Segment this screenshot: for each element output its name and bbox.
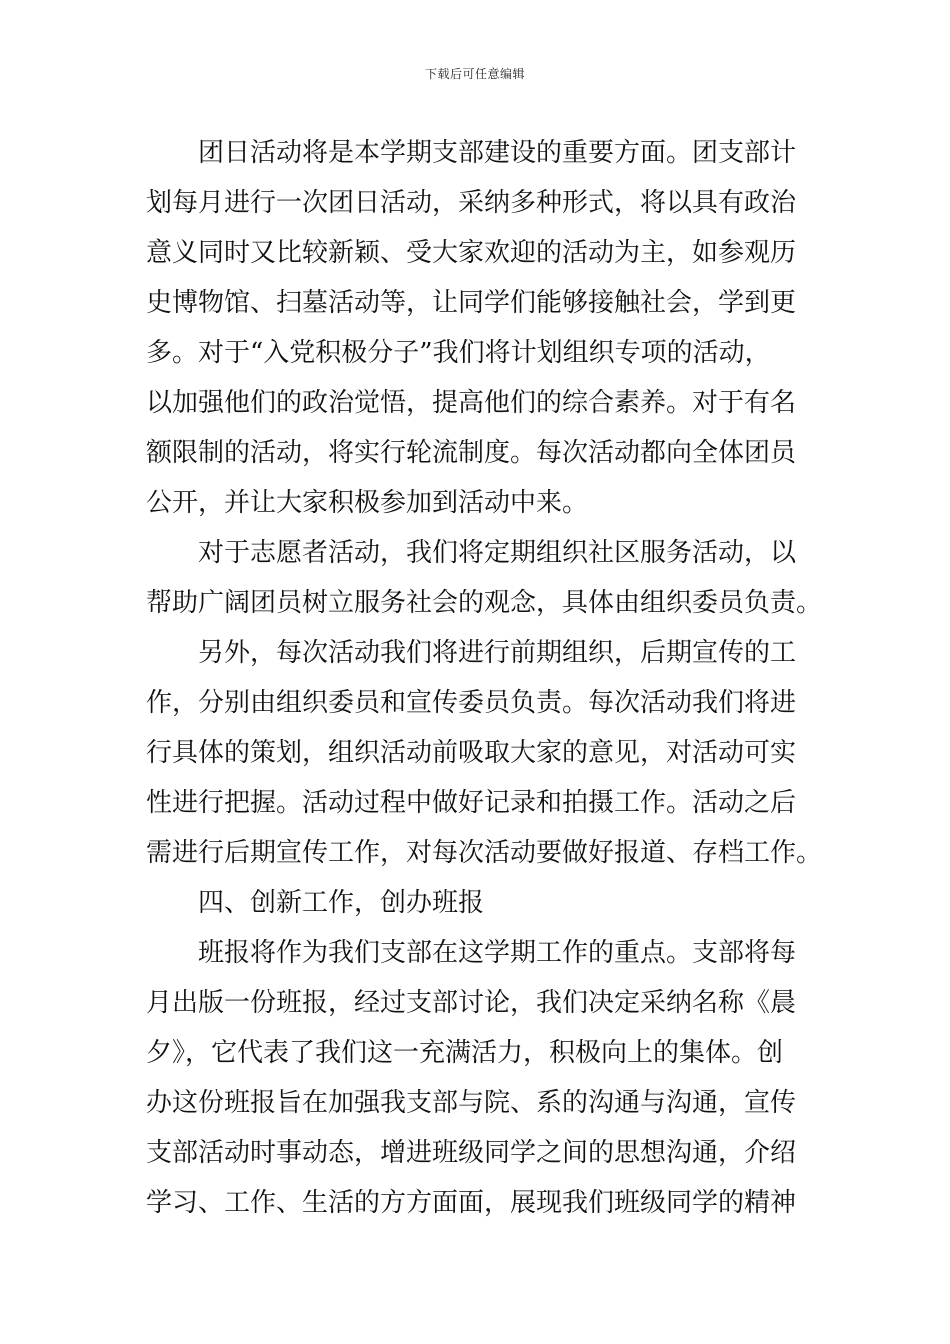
- text-line: 另外，每次活动我们将进行前期组织，后期宣传的工: [198, 638, 797, 668]
- text-line: 以加强他们的政治觉悟，提高他们的综合素养。对于有名: [146, 388, 797, 418]
- header-note: 下载后可任意编辑: [424, 67, 525, 81]
- text-line: 公开，并让大家积极参加到活动中来。: [146, 488, 589, 518]
- text-line: 四、创新工作，创办班报: [198, 888, 485, 918]
- text-line: 性进行把握。活动过程中做好记录和拍摄工作。活动之后: [146, 788, 797, 818]
- text-line: 多。对于“入党积极分子”我们将计划组织专项的活动，: [146, 338, 771, 368]
- text-line: 额限制的活动，将实行轮流制度。每次活动都向全体团员: [146, 438, 797, 468]
- text-line: 作，分别由组织委员和宣传委员负责。每次活动我们将进: [146, 688, 797, 718]
- text-line: 夕》，它代表了我们这一充满活力，积极向上的集体。创: [146, 1038, 784, 1068]
- text-line: 学习、工作、生活的方方面面，展现我们班级同学的精神: [146, 1188, 797, 1218]
- text-line: 月出版一份班报，经过支部讨论，我们决定采纳名称《晨: [146, 988, 797, 1018]
- text-line: 帮助广阔团员树立服务社会的观念，具体由组织委员负责。: [146, 588, 823, 618]
- text-line: 需进行后期宣传工作，对每次活动要做好报道、存档工作。: [146, 838, 823, 868]
- text-line: 意义同时又比较新颖、受大家欢迎的活动为主，如参观历: [146, 238, 797, 268]
- text-line: 支部活动时事动态，增进班级同学之间的思想沟通，介绍: [146, 1138, 797, 1168]
- text-line: 行具体的策划，组织活动前吸取大家的意见，对活动可实: [146, 738, 797, 768]
- text-line: 办这份班报旨在加强我支部与院、系的沟通与沟通，宣传: [146, 1088, 797, 1118]
- text-line: 史博物馆、扫墓活动等，让同学们能够接触社会，学到更: [146, 288, 797, 318]
- text-line: 对于志愿者活动，我们将定期组织社区服务活动，以: [198, 538, 797, 568]
- text-line: 班报将作为我们支部在这学期工作的重点。支部将每: [198, 938, 797, 968]
- text-line: 团日活动将是本学期支部建设的重要方面。团支部计: [198, 138, 797, 168]
- document-body: [146, 128, 823, 1228]
- text-line: 划每月进行一次团日活动，采纳多种形式，将以具有政治: [146, 188, 797, 218]
